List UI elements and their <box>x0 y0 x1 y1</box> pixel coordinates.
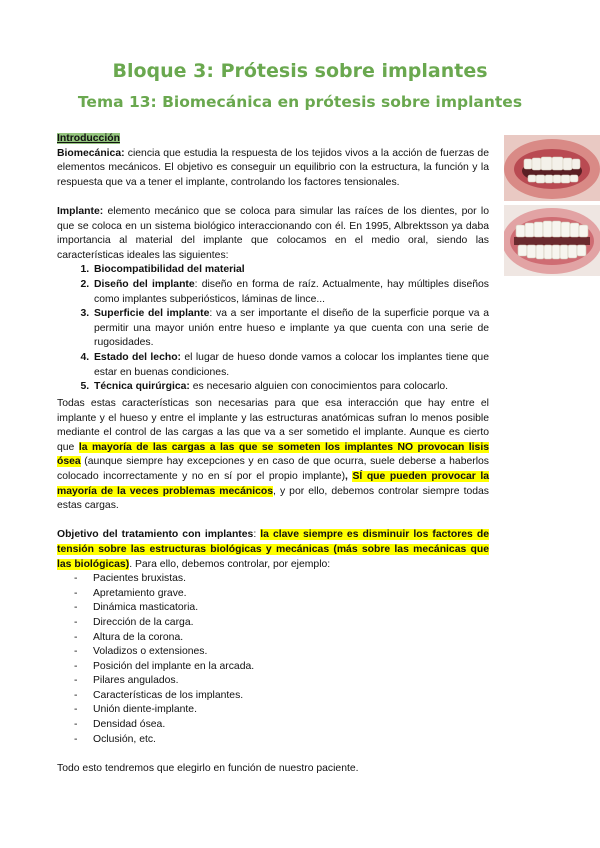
list-item: - Dirección de la carga. <box>74 616 194 628</box>
list-item: - Voladizos o extensiones. <box>74 646 208 658</box>
list-item: - Apretamiento grave. <box>74 587 187 599</box>
biomecanica-term: Biomecánica: <box>57 147 125 159</box>
biomecanica-definition: ciencia que estudia la respuesta de los tejidos vivos a la acción de fuerzas de elementos mecánicos. El objetivo es conseguir un equilibrio con la estructura, la función y la respuesta que va a tener el implante, controlando los factores tensionales. <box>57 147 489 188</box>
list-item: - Unión diente-implante. <box>74 704 197 716</box>
intro-heading-row <box>57 132 489 147</box>
objective-label: Objetivo del tratamiento con implantes <box>57 529 254 541</box>
implante-definition: elemento mecánico que se coloca para simular las raíces de los dientes, por lo que se coloca en un sistema biológico interaccionando con él. En 1995, Albrektsson ya daba importancia al material del implante que colocamos en el medio oral, siendo las características ideales las siguientes: <box>57 205 489 261</box>
smile-photo <box>504 135 600 201</box>
factors-list <box>57 572 489 747</box>
loads-section <box>57 397 489 776</box>
implante-paragraph <box>57 205 489 263</box>
highlight-mechanical-problems: SÍ que pueden provocar la mayoría de la veces problemas mecánicos <box>57 470 489 497</box>
list-item: 5. Técnica quirúrgica: es necesario alguien con conocimientos para colocarlo. <box>92 380 489 395</box>
dental-arches-photo <box>504 205 600 276</box>
list-item: - Pilares angulados. <box>74 675 179 687</box>
implante-term: Implante: <box>57 205 104 217</box>
list-item: - Oclusión, etc. <box>74 733 156 745</box>
document-body <box>57 132 489 409</box>
list-item: 3. Superficie del implante: va a ser importante el diseño de la superficie porque va a permitir una mayor unión entre hueso e implante ya que cuenta con una serie de rugosidades. <box>92 307 489 351</box>
biomecanica-paragraph <box>57 147 489 191</box>
closing-paragraph: Todo esto tendremos que elegirlo en función de nuestro paciente. <box>57 762 359 774</box>
list-item: 4. Estado del lecho: el lugar de hueso donde vamos a colocar los implantes tiene que estar en buenas condiciones. <box>92 351 489 380</box>
highlight-no-lisis: la mayoría de las cargas a las que se someten los implantes NO provocan lisis ósea <box>57 441 489 468</box>
loads-paragraph: Todas estas características son necesarias para que esa interacción que hay entre el implante y el hueso y entre el implante y las estructuras anatómicas sufran lo menos posible mediante el control de las cargas a las que va a ser sometido el implante. Aunque es cierto que la mayoría de las cargas a las que se someten los implantes NO provocan lisis ósea (aunque siempre hay excepciones y en caso de que ocurra, suele deberse a haberlos colocado incorrectamente y no en sí por el propio implante), SÍ que pueden provocar la mayoría de la veces problemas mecánicos, y por ello, debemos controlar siempre todas estas cargas. <box>57 398 490 512</box>
list-item: - Dinámica masticatoria. <box>74 602 199 614</box>
list-item: - Características de los implantes. <box>74 689 244 701</box>
list-item: - Posición del implante en la arcada. <box>74 660 255 672</box>
ideal-characteristics-list <box>57 263 489 394</box>
objective-paragraph: Objetivo del tratamiento con implantes: la clave siempre es disminuir los factores de tensión sobre las estructuras biológicas y mecánicas (más sobre las mecánicas que las biológicas). Para ello, debemos controlar, por ejemplo: <box>57 529 489 570</box>
list-item: - Altura de la corona. <box>74 631 184 643</box>
list-item: - Pacientes bruxistas. <box>74 573 186 585</box>
list-item: 1. Biocompatibilidad del material <box>92 263 489 278</box>
highlight-objective: la clave siempre es disminuir los factores de tensión sobre las estructuras biológicas y mecánicas (más sobre las mecánicas que las biológicas) <box>57 529 489 570</box>
list-item: 2. Diseño del implante: diseño en forma de raíz. Actualmente, hay múltiples diseños como implantes subperiósticos, láminas de lince... <box>92 278 489 307</box>
topic-title: Tema 13: Biomecánica en prótesis sobre implantes <box>77 93 523 111</box>
intro-heading: Introducción <box>57 133 120 144</box>
block-title: Bloque 3: Prótesis sobre implantes <box>112 60 488 82</box>
list-item: - Densidad ósea. <box>74 719 166 731</box>
